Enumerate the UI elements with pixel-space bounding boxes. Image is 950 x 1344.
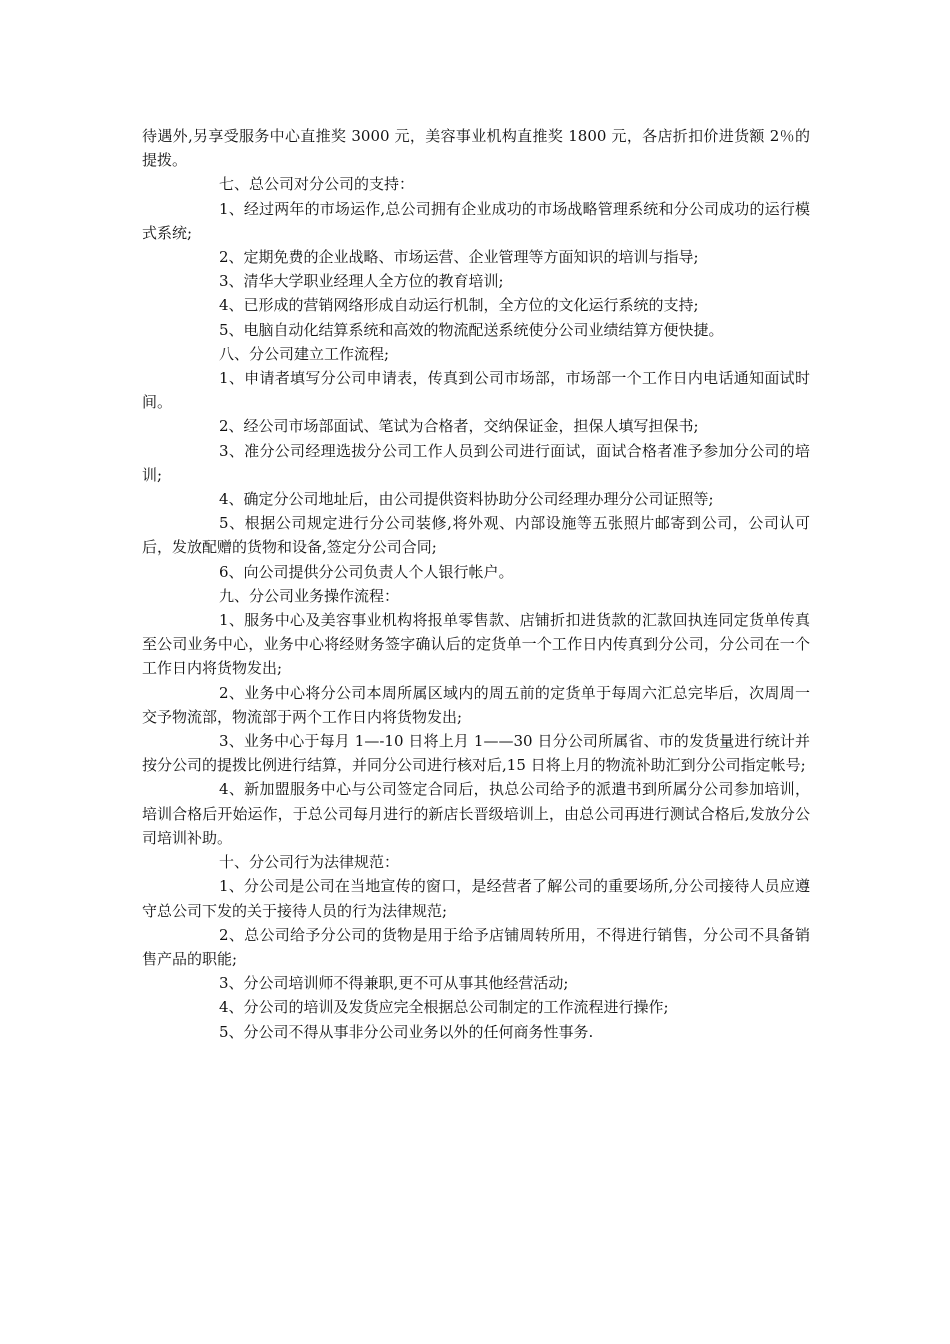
section-heading-7: 七、总公司对分公司的支持： (219, 175, 415, 194)
list-item: 1、申请者填写分公司申请表，传真到公司市场部，市场部一个工作日内电话通知面试时间。 (142, 369, 810, 412)
list-item: 3、清华大学职业经理人全方位的教育培训; (219, 272, 504, 291)
list-item: 1、分公司是公司在当地宣传的窗口，是经营者了解公司的重要场所,分公司接待人员应遵守总公司下发的关于接待人员的行为法律规范; (142, 877, 810, 920)
section-heading-8: 八、分公司建立工作流程; (219, 344, 390, 363)
list-item: 1、服务中心及美容事业机构将报单零售款、店铺折扣进货款的汇款回执连同定货单传真至公司业务中心，业务中心将经财务签字确认后的定货单一个工作日内传真到分公司，分公司在一个工作日内将货物发出; (142, 611, 810, 678)
list-item: 2、定期免费的企业战略、市场运营、企业管理等方面知识的培训与指导; (219, 248, 699, 267)
list-item: 2、业务中心将分公司本周所属区域内的周五前的定货单于每周六汇总完毕后，次周周一交予物流部，物流部于两个工作日内将货物发出; (142, 683, 810, 726)
list-item: 4、分公司的培训及发货应完全根据总公司制定的工作流程进行操作; (219, 998, 669, 1017)
list-item: 5、分公司不得从事非分公司业务以外的任何商务性事务. (219, 1022, 594, 1041)
list-item: 2、经公司市场部面试、笔试为合格者，交纳保证金，担保人填写担保书; (219, 417, 699, 436)
document-page (142, 124, 810, 1044)
list-item: 2、总公司给予分公司的货物是用于给予店铺周转所用，不得进行销售，分公司不具备销售产品的职能; (142, 925, 810, 968)
list-item: 3、分公司培训师不得兼职,更不可从事其他经营活动; (219, 974, 569, 993)
list-item: 4、新加盟服务中心与公司签定合同后，执总公司给予的派遣书到所属分公司参加培训，培训合格后开始运作，于总公司每月进行的新店长晋级培训上，由总公司再进行测试合格后,发放分公司培训补助。 (142, 780, 810, 847)
list-item: 3、准分公司经理选拔分公司工作人员到公司进行面试，面试合格者准予参加分公司的培训; (142, 441, 810, 484)
section-heading-9: 九、分公司业务操作流程： (219, 586, 400, 605)
list-item: 5、根据公司规定进行分公司装修,将外观、内部设施等五张照片邮寄到公司，公司认可后，发放配赠的货物和设备,签定分公司合同; (142, 514, 810, 557)
list-item: 6、向公司提供分公司负责人个人银行帐户。 (219, 562, 514, 581)
list-item: 4、确定分公司地址后，由公司提供资料协助分公司经理办理分公司证照等; (219, 490, 714, 509)
section-heading-10: 十、分公司行为法律规范： (219, 853, 400, 872)
paragraph-continuation: 待遇外,另享受服务中心直推奖 3000 元，美容事业机构直推奖 1800 元，各店折扣价进货额 2％的提拨。 (142, 127, 810, 170)
list-item: 4、已形成的营销网络形成自动运行机制，全方位的文化运行系统的支持; (219, 296, 699, 315)
list-item: 3、业务中心于每月 1—-10 日将上月 1——30 日分公司所属省、市的发货量进行统计并按分公司的提拨比例进行结算，并同分公司进行核对后,15 日将上月的物流补助汇到分公司指定帐号; (142, 732, 810, 775)
list-item: 5、电脑自动化结算系统和高效的物流配送系统使分公司业绩结算方便快捷。 (219, 320, 724, 339)
list-item: 1、经过两年的市场运作,总公司拥有企业成功的市场战略管理系统和分公司成功的运行模式系统; (142, 199, 810, 242)
